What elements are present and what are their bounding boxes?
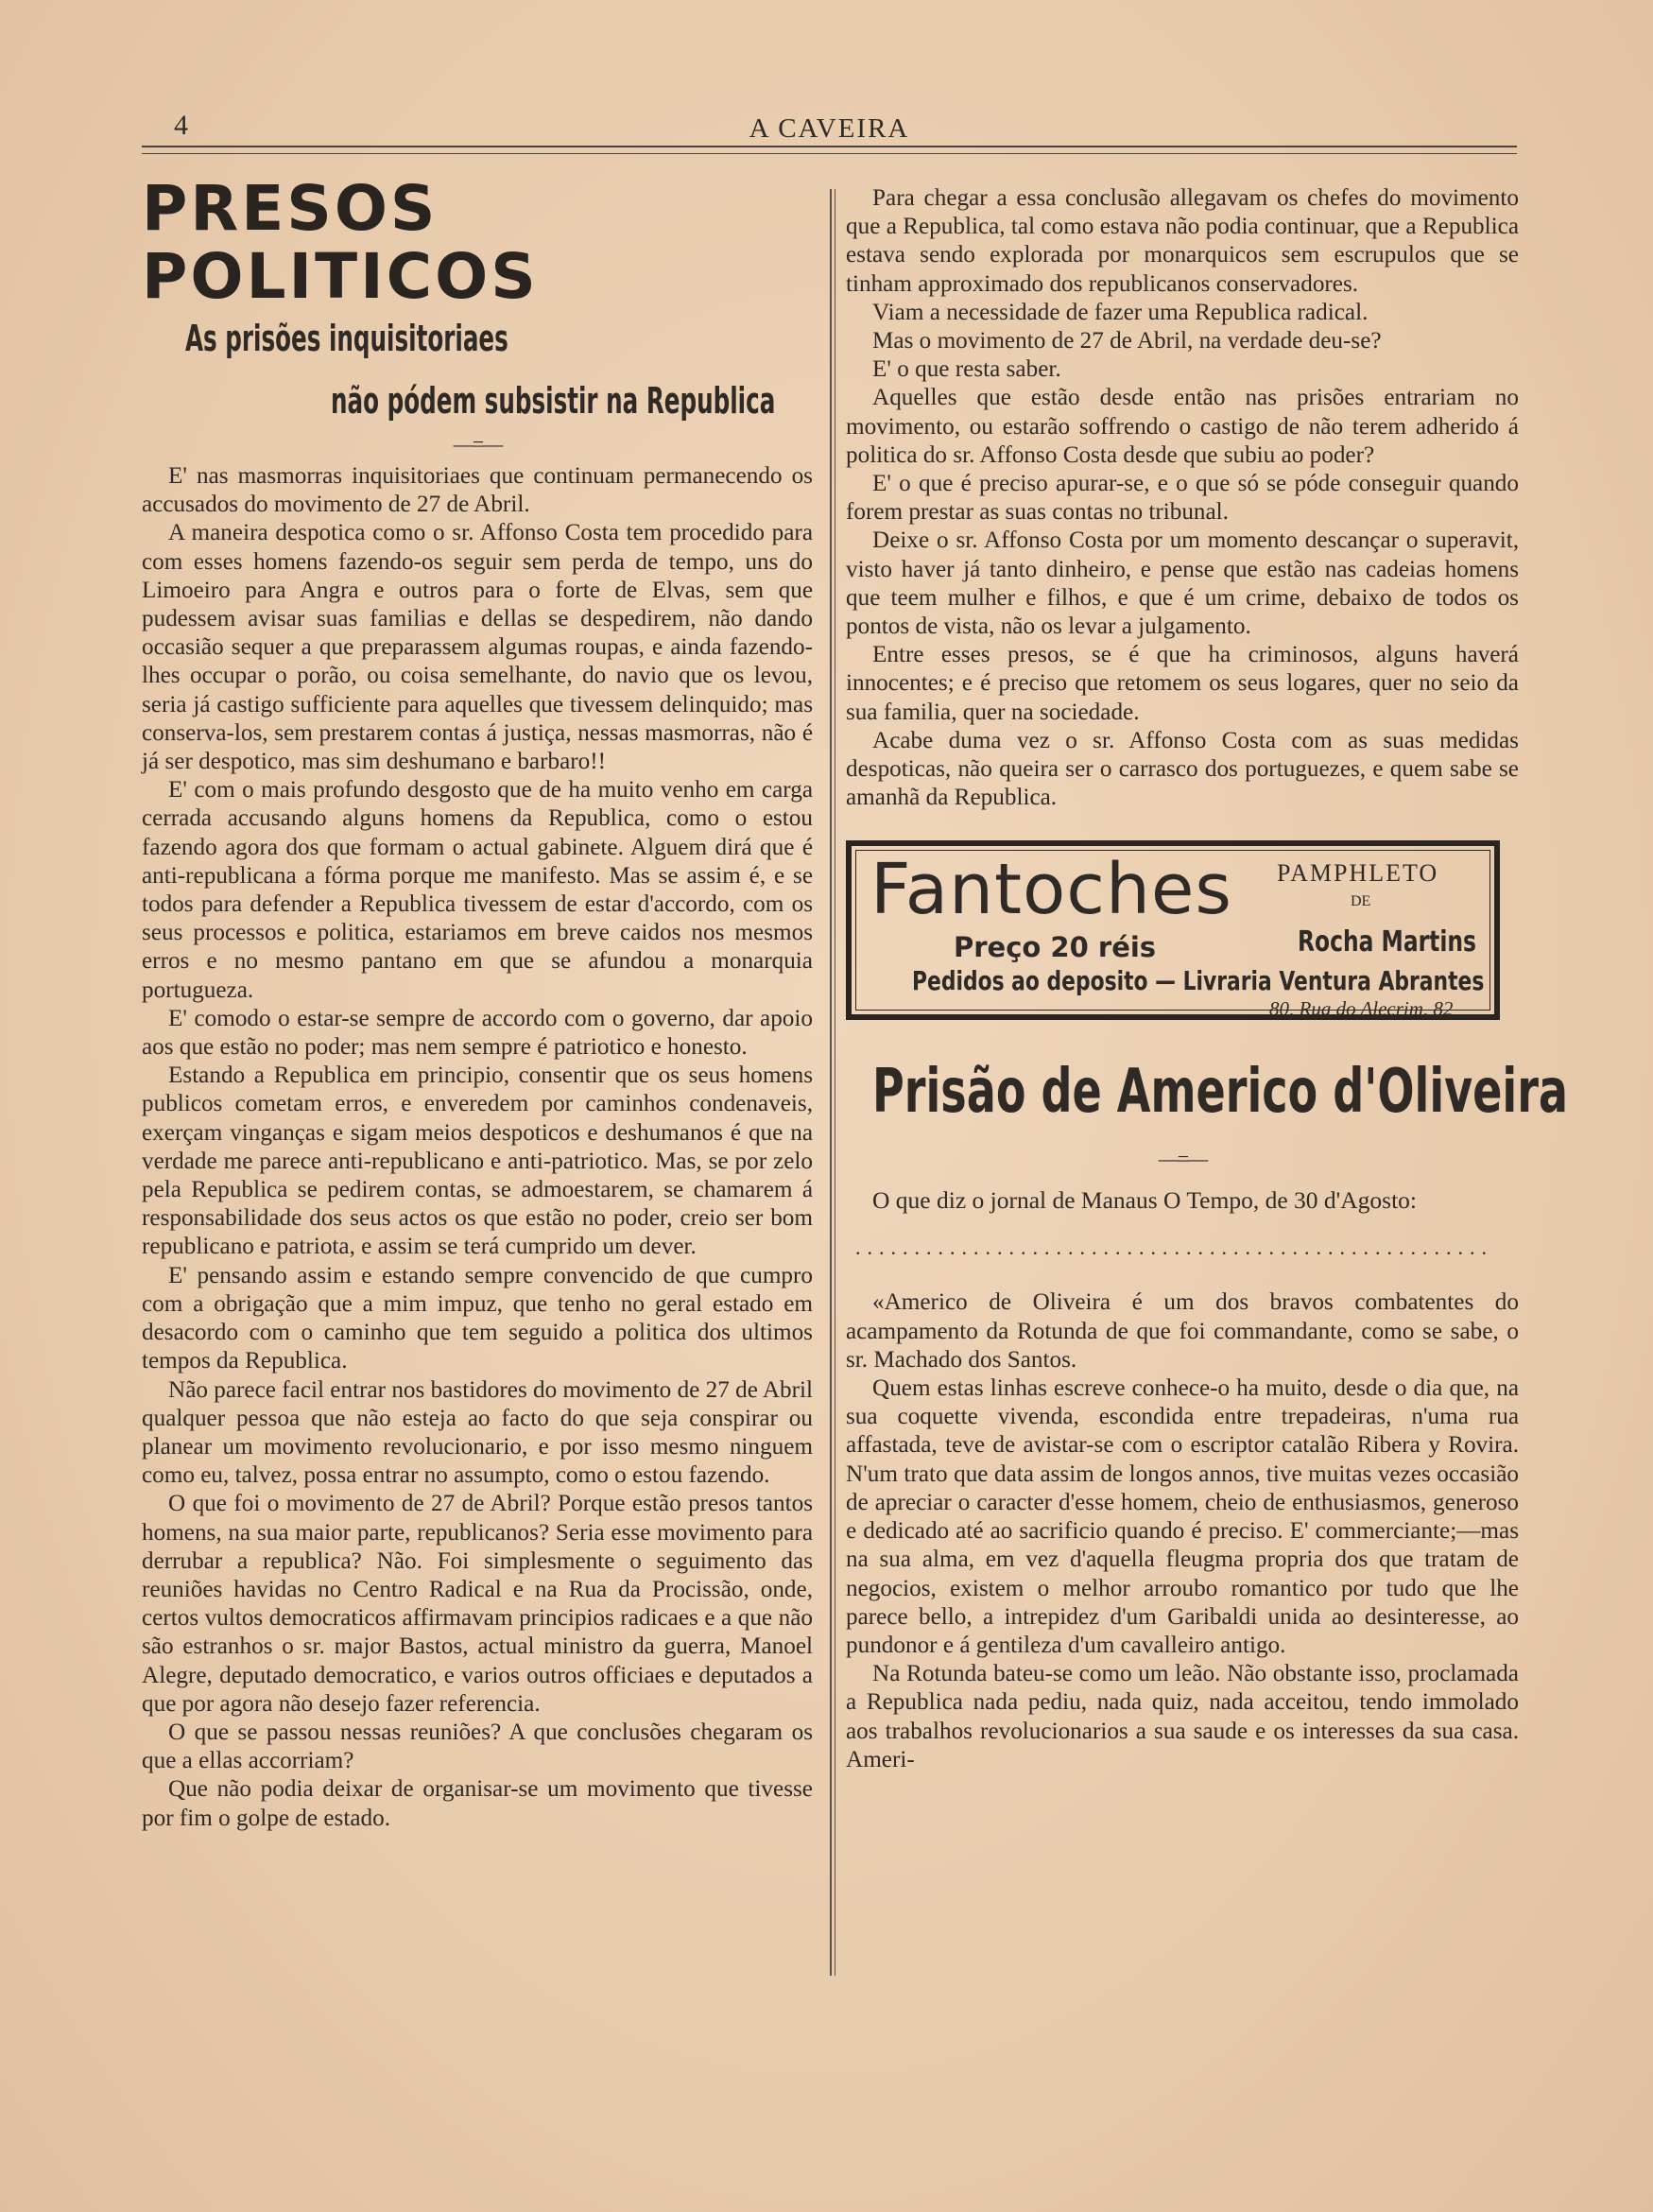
article2-title: Prisão de Americo d'Oliveira (872, 1057, 1569, 1128)
paragraph: E' o que resta saber. (872, 356, 1061, 383)
paragraph: E' o que é preciso apurar-se, e o que só se póde conseguir quando forem prestar as suas contas no tribunal. (846, 471, 1519, 526)
column-rule (830, 189, 835, 1976)
paragraph: Viam a necessidade de fazer uma Republica radical. (872, 299, 1369, 325)
header-rule (142, 146, 1517, 154)
advertisement-box (846, 840, 1500, 1020)
advert-price: Preço 20 réis (954, 931, 1157, 964)
paragraph: Aquelles que estão desde então nas prisões entrariam no movimento, ou estarão soffrendo o castigo de não terem adherido á politica do sr. Affonso Costa desde que subiu ao poder? (846, 385, 1519, 468)
paragraph: Na Rotunda bateu-se como um leão. Não obstante isso, proclamada a Republica nada pediu, nada quiz, nada acceitou, tendo immolado aos trabalhos revolucionarios a sua saude e os interesses da sua casa. Ameri- (846, 1661, 1519, 1772)
advert-kind: PAMPHLETO (1277, 859, 1439, 888)
article-body-right (846, 184, 1519, 812)
paragraph: A maneira despotica como o sr. Affonso Costa tem procedido para com esses homens fazendo-os seguir sem perda de tempo, uns do Limoeiro para Angra e outros para o forte de Elvas, sem que pudessem avisar suas familias e dellas se despedirem, não dando occasião sequer a que preparassem algumas roupas, e ainda fazendo-lhes occupar o porão, ou coisa semelhante, do navio que os levou, seria já castigo sufficiente para aquelles que tivessem delinquido; mas conserva-los, sem prestarem contas á justiça, nessas masmorras, não é já ser despotico, mas sim deshumano e barbaro!! (142, 520, 813, 775)
ellipsis-line: ...................................................... (855, 1236, 1493, 1260)
paragraph: E' pensando assim e estando sempre convencido de que cumpro com a obrigação que a mim impuz, que tenho no geral estado em desacordo com o caminho que tem seguido a politica dos ultimos tempos da Republica. (142, 1262, 813, 1374)
article2-body (846, 1288, 1519, 1773)
paragraph: O que foi o movimento de 27 de Abril? Porque estão presos tantos homens, na sua maior parte, republicanos? Seria esse movimento para derrubar a republica? Não. Foi simplesmente o seguimento das reuniões havidas no Centro Radical e na Rua da Procissão, onde, certos vultos democraticos affirmavam principios radicaes e a que não são estranhos o sr. major Bastos, actual ministro da guerra, Manoel Alegre, deputado democratico, e varios outros officiaes e deputados a que por agora não desejo fazer referencia. (142, 1491, 813, 1717)
article-title: PRESOS POLITICOS (142, 172, 539, 313)
paragraph: Entre esses presos, se é que ha criminosos, alguns haverá innocentes; e é preciso que retomem os seus logares, quer no seio da sua familia, quer na sociedade. (846, 642, 1519, 725)
paragraph: Mas o movimento de 27 de Abril, na verdade deu-se? (872, 328, 1382, 354)
advert-orders: Pedidos ao deposito — Livraria Ventura Abrantes (912, 965, 1485, 997)
article2-intro: O que diz o jornal de Manaus O Tempo, de 30 d'Agosto: (872, 1186, 1417, 1215)
paragraph: Estando a Republica em principio, consentir que os seus homens publicos cometam erros, e enveredem por caminhos condenaveis, exerçam vinganças e sigam meios despoticos e deshumanos é que na verdade me parece anti-republicano e anti-patriotico. Mas, se por zelo pela Republica se pedirem contas, se admoestarem, se chamarem á responsabilidade dos seus actos os que estão no poder, creio ser bom republicano e patriota, e assim se terá cumprido um dever. (142, 1063, 813, 1260)
paragraph: O que se passou nessas reuniões? A que conclusões chegaram os que a ellas accorriam? (142, 1719, 813, 1774)
left-column (142, 172, 813, 1833)
advert-de: DE (1351, 893, 1371, 910)
paragraph: E' comodo o estar-se sempre de accordo com o governo, dar apoio aos que estão no poder; mas nem sempre é patriotico e honesto. (142, 1005, 813, 1061)
paragraph: Quem estas linhas escreve conhece-o ha muito, desde o dia que, na sua coquette vivenda, escondida entre trepadeiras, n'uma rua affastada, teve de avistar-se com o escriptor catalão Ribera y Rovira. N'um trato que data assim de longos annos, tive muitas vezes occasião de apreciar o caracter d'esse homem, cheio de enthusiasmos, generoso e dedicado até ao sacrificio quando é preciso. E' commerciante;—mas na sua alma, em vez d'aquella fleugma propria dos que tratam de negocios, existem o melhor arroubo romantico por tudo que lhe parece bello, a intrepidez d'um Garibaldi unida ao desinteresse, ao pundonor e á gentileza d'um cavalleiro antigo. (846, 1375, 1519, 1658)
paragraph: Não parece facil entrar nos bastidores do movimento de 27 de Abril qualquer pessoa que não esteja ao facto do que seja conspirar ou planear um movimento revolucionario, e por isso mesmo ninguem como eu, talvez, possa entrar no assumpto, como o estou fazendo. (142, 1376, 813, 1489)
right-column (846, 184, 1569, 1774)
paragraph: Que não podia deixar de organisar-se um movimento que tivesse por fim o golpe de estado. (142, 1776, 813, 1831)
paragraph: «Americo de Oliveira é um dos bravos combatentes do acampamento da Rotunda de que foi commandante, como se sabe, o sr. Machado dos Santos. (846, 1289, 1519, 1373)
advert-title: Fantoches (870, 849, 1232, 931)
article-subtitle-1: As prisões inquisitoriaes (185, 318, 508, 359)
paragraph: E' com o mais profundo desgosto que de ha muito venho em carga cerrada accusando alguns homens da Republica, como o estou fazendo agora dos que formam o actual gabinete. Alguem dirá que é anti-republicana a fórma porque me manifesto. Mas se assim é, e se todos para defender a Republica tivessem de estar d'accordo, com os seus processos e politica, estariamos em breve caidos nos mesmos erros e no mesmo pantano em que se afundou a monarquia portugueza. (142, 777, 813, 1003)
page-header (142, 106, 1517, 144)
paragraph: Acabe duma vez o sr. Affonso Costa com as suas medidas despoticas, não queira ser o carrasco dos portuguezes, e quem sabe se amanhã da Republica. (846, 727, 1519, 811)
article-body-left (142, 462, 813, 1833)
article-subtitle-2: não pódem subsistir na Republica (331, 380, 776, 422)
advert-author: Rocha Martins (1298, 925, 1476, 959)
paragraph: Para chegar a essa conclusão allegavam os chefes do movimento que a Republica, tal como estava não podia continuar, que a Republica estava sendo explorada por monarquicos sem escrupulos que se tinham approximado dos republicanos conservadores. (846, 185, 1519, 297)
separator: —=— (1158, 1147, 1207, 1171)
journal-name: A CAVEIRA (749, 113, 910, 144)
paragraph: E' nas masmorras inquisitoriaes que continuam permanecendo os accusados do movimento de 27 de Abril. (142, 463, 813, 518)
page-number: 4 (174, 110, 188, 141)
paragraph: Deixe o sr. Affonso Costa por um momento descançar o superavit, visto haver já tanto dinheiro, e pense que estão nas cadeias homens que teem mulher e filhos, e que é um crime, debaixo de todos os pontos de vista, não os levar a julgamento. (846, 527, 1519, 640)
advert-address: 80, Rua do Alecrim, 82 (1269, 997, 1454, 1021)
separator: —=— (453, 432, 502, 456)
